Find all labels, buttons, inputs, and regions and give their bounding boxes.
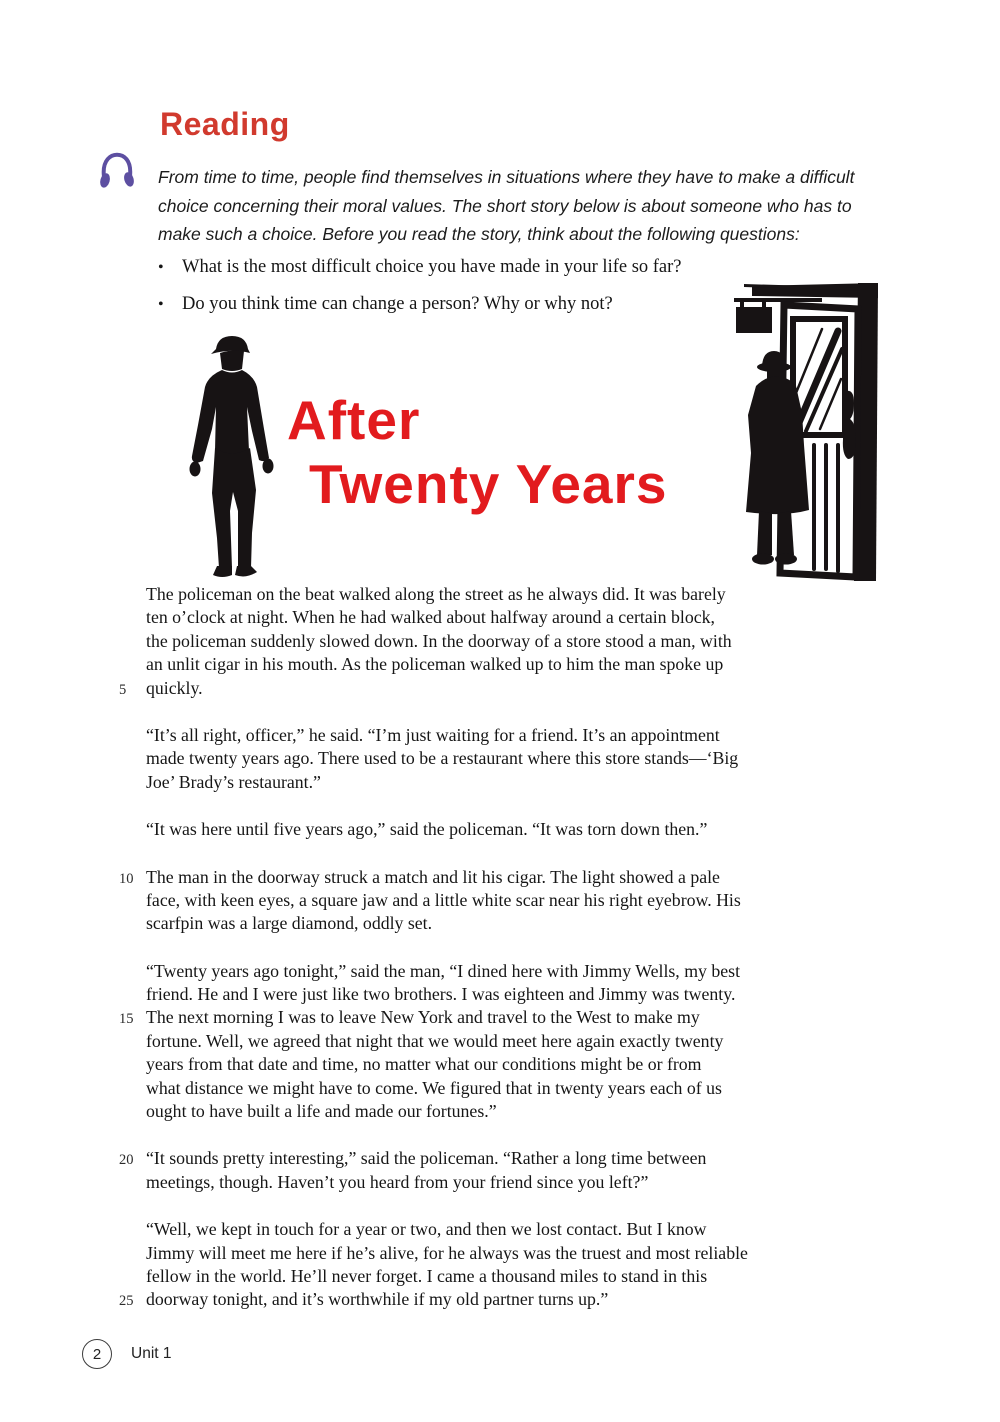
policeman-silhouette-illustration <box>172 332 290 580</box>
line-number: 10 <box>119 870 134 887</box>
intro-line: make such a choice. Before you read the story, think about the following questions: <box>158 224 800 244</box>
story-line <box>112 1219 892 1242</box>
story-paragraph <box>112 867 892 937</box>
story-title-line1: After <box>287 389 421 451</box>
story-line-text: The policeman on the beat walked along the street as he always did. It was barely <box>146 584 726 604</box>
story-paragraph <box>112 584 892 701</box>
story-line <box>112 1266 892 1289</box>
story-line <box>112 1172 892 1195</box>
story-line-text: “It was here until five years ago,” said the policeman. “It was torn down then.” <box>146 819 708 840</box>
story-line <box>112 961 892 984</box>
unit-label: Unit 1 <box>131 1345 172 1362</box>
story-line-text: meetings, though. Haven’t you heard from your friend since you left?” <box>146 1171 649 1192</box>
page-footer <box>82 1339 172 1369</box>
story-line <box>112 607 892 630</box>
page-number-badge: 2 <box>82 1339 112 1369</box>
doorway-man-illustration <box>726 283 880 585</box>
story-line-text: “It’s all right, officer,” he said. “I’m just waiting for a friend. It’s an appointment <box>146 724 720 745</box>
story-line-text: fellow in the world. He’ll never forget. I came a thousand miles to stand in this <box>146 1265 708 1286</box>
story-line-text: The man in the doorway struck a match and lit his cigar. The light showed a pale <box>146 866 720 887</box>
story-line <box>112 984 892 1007</box>
story-line <box>112 1078 892 1101</box>
story-line <box>112 772 892 795</box>
story-paragraph <box>112 725 892 795</box>
story-text <box>112 584 892 1337</box>
story-line <box>112 748 892 771</box>
question-text: What is the most difficult choice you have made in your life so far? <box>182 257 682 277</box>
story-line-text: quickly. <box>146 677 203 698</box>
story-line-text: an unlit cigar in his mouth. As the policeman walked up to him the man spoke up <box>146 654 724 675</box>
line-number: 25 <box>119 1293 134 1310</box>
story-paragraph <box>112 1219 892 1313</box>
story-line-text: what distance we might have to come. We figured that in twenty years each of us <box>146 1077 722 1098</box>
story-title-line2: Twenty Years <box>309 453 668 515</box>
story-line <box>112 1007 892 1030</box>
story-line <box>112 654 892 677</box>
intro-line: From time to time, people find themselves in situations where they have to make a difficult <box>158 167 855 187</box>
bullet-icon: • <box>158 259 164 276</box>
story-line <box>112 819 892 842</box>
story-line-text: years from that date and time, no matter what our conditions might be or from <box>146 1054 702 1075</box>
story-line <box>112 913 892 936</box>
story-line <box>112 584 892 607</box>
story-line-text: “Twenty years ago tonight,” said the man, “I dined here with Jimmy Wells, my best <box>146 960 741 981</box>
intro-text <box>158 163 868 249</box>
story-line-text: “It sounds pretty interesting,” said the policeman. “Rather a long time between <box>146 1148 707 1169</box>
question-text: Do you think time can change a person? Why or why not? <box>182 294 613 314</box>
story-line-text: ought to have built a life and made our fortunes.” <box>146 1101 497 1122</box>
line-number: 20 <box>119 1152 134 1169</box>
story-line-text: The next morning I was to leave New York and travel to the West to make my <box>146 1007 700 1028</box>
story-paragraph <box>112 819 892 842</box>
story-line-text: face, with keen eyes, a square jaw and a little white scar near his right eyebrow. His <box>146 889 741 910</box>
story-paragraph <box>112 961 892 1125</box>
line-number: 5 <box>119 681 127 698</box>
story-line <box>112 867 892 890</box>
story-line <box>112 1289 892 1312</box>
story-line-text: the policeman suddenly slowed down. In the doorway of a store stood a man, with <box>146 630 732 651</box>
section-title: Reading <box>160 106 290 142</box>
story-line-text: friend. He and I were just like two brothers. I was eighteen and Jimmy was twenty. <box>146 984 736 1005</box>
story-line <box>112 631 892 654</box>
story-line-text: Jimmy will meet me here if he’s alive, for he always was the truest and most reliable <box>146 1242 748 1263</box>
story-line <box>112 678 892 701</box>
story-line <box>112 1101 892 1124</box>
bullet-icon: • <box>158 296 164 313</box>
intro-line: choice concerning their moral values. The short story below is about someone who has to <box>158 195 852 216</box>
line-number: 15 <box>119 1011 134 1028</box>
story-line-text: Joe’ Brady’s restaurant.” <box>146 771 321 792</box>
story-title <box>287 388 668 516</box>
story-line <box>112 890 892 913</box>
story-line-text: scarfpin was a large diamond, oddly set. <box>146 913 433 934</box>
story-line-text: fortune. Well, we agreed that night that we would meet here again exactly twenty <box>146 1030 724 1051</box>
story-line-text: doorway tonight, and it’s worthwhile if my old partner turns up.” <box>146 1289 609 1310</box>
story-paragraph <box>112 1148 892 1195</box>
story-line <box>112 1054 892 1077</box>
headphones-icon <box>96 150 138 192</box>
story-line <box>112 1243 892 1266</box>
story-line <box>112 1031 892 1054</box>
story-line <box>112 1148 892 1171</box>
story-line <box>112 725 892 748</box>
story-line-text: “Well, we kept in touch for a year or two, and then we lost contact. But I know <box>146 1219 707 1240</box>
story-line-text: ten o’clock at night. When he had walked about halfway around a certain block, <box>146 607 715 628</box>
question-item <box>158 256 858 279</box>
story-line-text: made twenty years ago. There used to be a restaurant where this store stands—‘Big <box>146 748 739 769</box>
